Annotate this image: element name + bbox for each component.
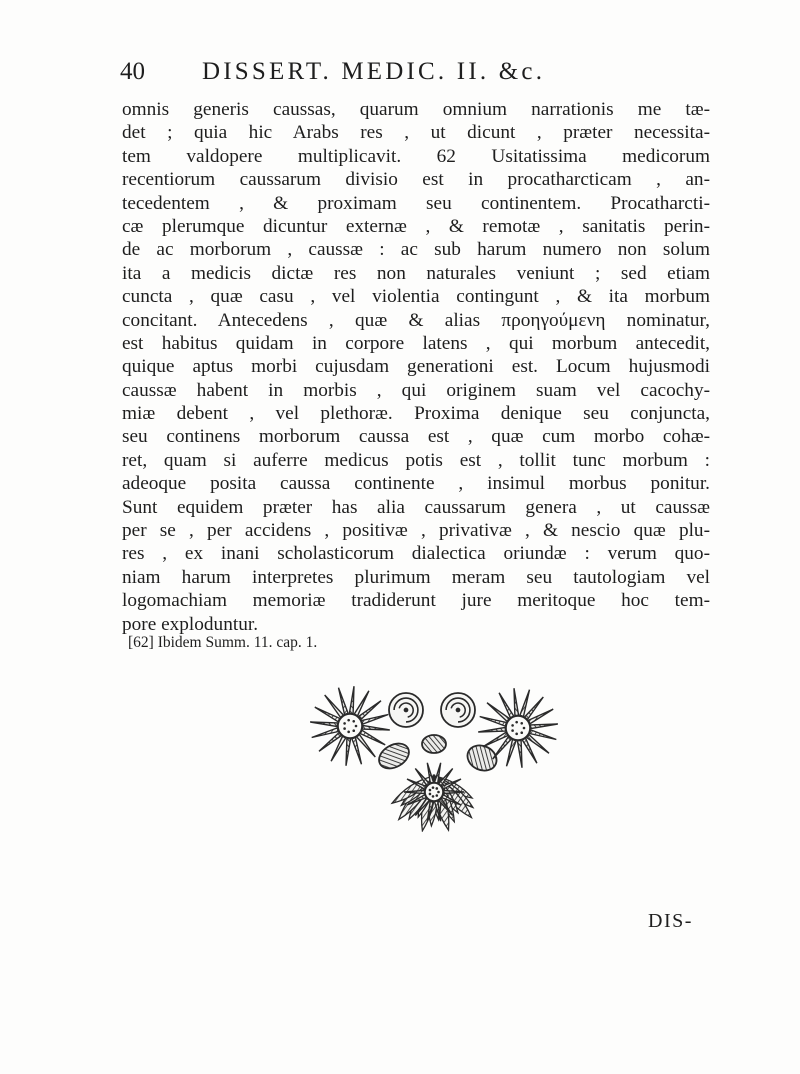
footnote: [62] Ibidem Summ. 11. cap. 1. [128,634,318,651]
floral-woodcut-ornament-icon [306,684,562,832]
text-line: recentiorum caussarum divisio est in procatharcticam , an- [122,169,710,191]
main-text-block [122,98,710,636]
text-line: miæ debent , vel plethoræ. Proxima denique seu conjuncta, [122,403,710,425]
text-line: concitant. Antecedens , quæ & alias προηγούμενη nominatur, [122,309,710,331]
text-line: niam harum interpretes plurimum meram seu tautologiam vel [122,566,710,588]
text-line: de ac morborum , caussæ : ac sub harum numero non solum [122,239,710,261]
running-title: DISSERT. MEDIC. II. &c. [202,58,546,85]
text-line: seu continens morborum caussa est , quæ cum morbo cohæ- [122,426,710,448]
text-line: cæ plerumque dicuntur externæ , & remotæ , sanitatis perin- [122,215,710,237]
text-line: adeoque posita caussa continente , insimul morbus ponitur. [122,473,710,495]
text-line: quique aptus morbi cujusdam generationi est. Locum hujusmodi [122,356,710,378]
catchword: DIS- [648,910,693,932]
text-line: omnis generis caussas, quarum omnium narrationis me tæ- [122,99,710,120]
running-head [120,54,680,90]
text-line: logomachiam memoriæ tradiderunt jure meritoque hoc tem- [122,590,710,612]
text-line: tem valdopere multiplicavit. 62 Usitatissima medicorum [122,145,710,167]
text-line: pore exploduntur. [122,613,259,635]
text-line: est habitus quidam in corpore latens , qui morbum antecedit, [122,332,710,354]
page-number: 40 [120,58,145,85]
text-line: Sunt equidem præter has alia caussarum genera , ut caussæ [122,496,710,518]
text-line: per se , per accidens , positivæ , privativæ , & nescio quæ plu- [122,520,710,542]
text-line: res , ex inani scholasticorum dialectica oriundæ : verum quo- [122,543,710,565]
text-line: caussæ habent in morbis , qui originem suam vel cacochy- [122,379,710,401]
text-line: det ; quia hic Arabs res , ut dicunt , præter necessita- [122,122,710,144]
text-line: ret, quam si auferre medicus potis est , tollit tunc morbum : [122,449,710,471]
text-line: cuncta , quæ casu , vel violentia contingunt , & ita morbum [122,286,710,308]
text-line: tecedentem , & proximam seu continentem. Procatharcti- [122,192,710,214]
text-line: ita a medicis dictæ res non naturales veniunt ; sed etiam [122,262,710,284]
